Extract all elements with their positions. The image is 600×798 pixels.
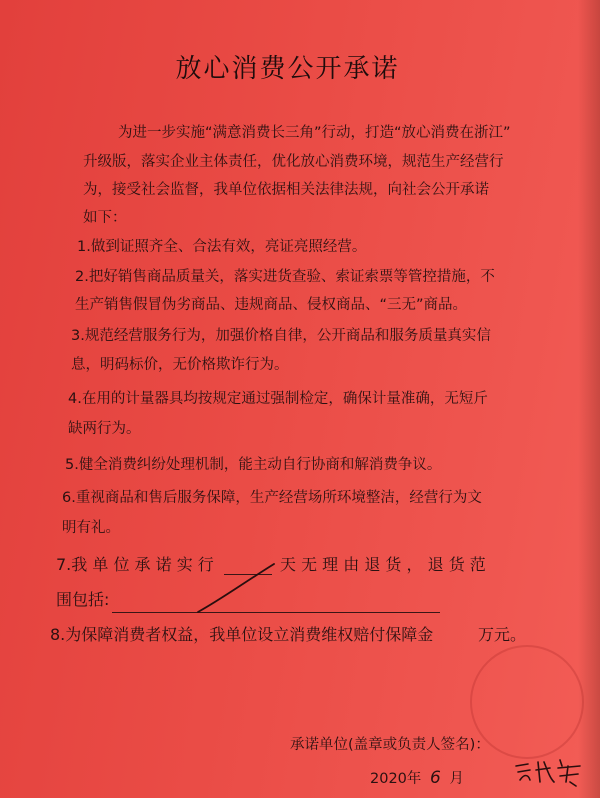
item-5-line-1: 5.健全消费纠纷处理机制，能主动自行协商和解消费争议。 <box>65 457 442 473</box>
intro-line-2: 升级版，落实企业主体责任，优化放心消费环境，规范生产经营行 <box>83 154 504 170</box>
item-1-line-1: 1.做到证照齐全、合法有效，亮证亮照经营。 <box>77 239 367 255</box>
item-6-line-1: 6.重视商品和售后服务保障，生产经营场所环境整洁，经营行为文 <box>62 490 482 506</box>
item-6-line-2: 明有礼。 <box>62 520 120 536</box>
item-8-part-b: 万元。 <box>478 625 527 644</box>
intro-line-1: 为进一步实施“满意消费长三角”行动，打造“放心消费在浙江” <box>118 125 511 141</box>
item-7-part-a: 7.我 单 位 承 诺 实 行 <box>56 555 214 574</box>
handwritten-signature <box>510 752 590 792</box>
date-month-suffix: 月 <box>449 771 464 787</box>
page-edge-shadow <box>578 0 600 798</box>
item-3-line-1: 3.规范经营服务行为，加强价格自律，公开商品和服务质量真实信 <box>71 328 491 344</box>
date-month-handwritten: 6 <box>429 768 441 788</box>
item-2-line-2: 生产销售假冒伪劣商品、违规商品、侵权商品、“三无”商品。 <box>75 297 468 313</box>
item-4-line-1: 4.在用的计量器具均按规定通过强制检定，确保计量准确，无短斤 <box>68 391 488 407</box>
document-title: 放心消费公开承诺 <box>175 54 400 84</box>
item-7-part-b: 天 无 理 由 退 货 ， 退 货 范 <box>280 555 486 574</box>
item-2-line-1: 2.把好销售商品质量关，落实进货查验、索证索票等管控措施，不 <box>75 269 495 285</box>
date-line <box>370 768 464 788</box>
item-4-line-2: 缺两行为。 <box>68 421 141 437</box>
signer-label: 承诺单位(盖章或负责人签名)： <box>290 737 490 753</box>
item-8-part-a: 8.为保障消费者权益，我单位设立消费维权赔付保障金 <box>50 625 434 644</box>
handwritten-slash-mark <box>190 560 280 620</box>
intro-line-4: 如下： <box>83 210 127 226</box>
item-7-line-2-label: 围包括: <box>56 590 110 609</box>
intro-line-3: 为，接受社会监督，我单位依据相关法律法规，向社会公开承诺 <box>83 182 489 198</box>
item-3-line-2: 息，明码标价，无价格欺诈行为。 <box>71 357 289 373</box>
item-8-amount-blank <box>440 645 474 646</box>
date-year: 2020年 <box>370 771 422 787</box>
